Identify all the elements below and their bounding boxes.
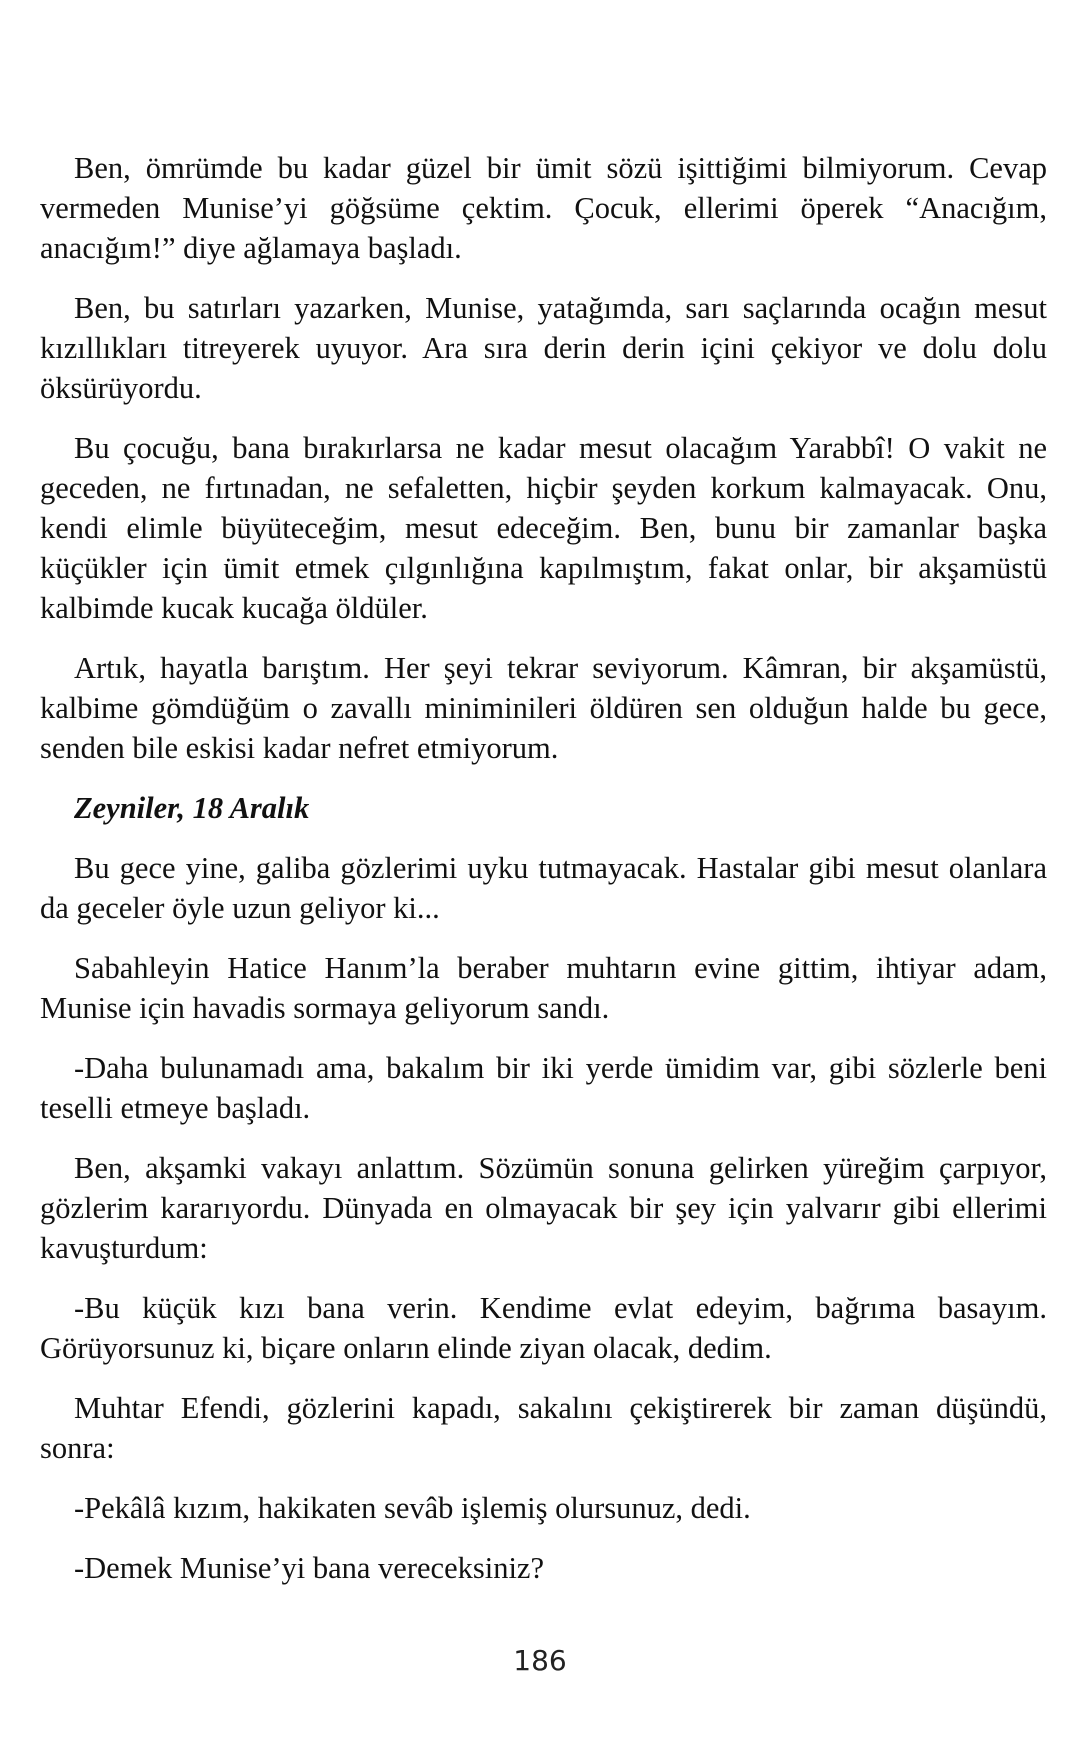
section-heading: Zeyniler, 18 Aralık [74, 791, 310, 825]
paragraph-2: Ben, bu satırları yazarken, Munise, yatağımda, sarı saçlarında ocağın mesut kızıllıkları titreyerek uyuyor. Ara sıra derin derin içini çekiyor ve dolu dolu öksürüyordu. [40, 291, 1047, 405]
paragraph-8: Ben, akşamki vakayı anlattım. Sözümün sonuna gelirken yüreğim çarpıyor, gözlerim kararıyordu. Dünyada en olmayacak bir şey için yalvarır gibi ellerimi kavuşturdum: [40, 1151, 1047, 1265]
paragraph-1: Ben, ömrümde bu kadar güzel bir ümit sözü işittiğimi bilmiyorum. Cevap vermeden Munise’yi göğsüme çektim. Çocuk, ellerimi öperek “Anacığım, anacığım!” diye ağlamaya başladı. [40, 151, 1047, 265]
paragraph-7: -Daha bulunamadı ama, bakalım bir iki yerde ümidim var, gibi sözlerle beni teselli etmeye başladı. [40, 1051, 1047, 1125]
paragraph-4: Artık, hayatla barıştım. Her şeyi tekrar seviyorum. Kâmran, bir akşamüstü, kalbime gömdüğüm o zavallı miniminileri öldüren sen olduğun halde bu gece, senden bile eskisi kadar nefret etmiyorum. [40, 651, 1047, 765]
page-number: 186 [513, 1644, 567, 1677]
paragraph-12: -Demek Munise’yi bana vereceksiniz? [74, 1551, 545, 1585]
paragraph-5: Bu gece yine, galiba gözlerimi uyku tutmayacak. Hastalar gibi mesut olanlara da geceler öyle uzun geliyor ki... [40, 851, 1047, 925]
paragraph-10: Muhtar Efendi, gözlerini kapadı, sakalını çekiştirerek bir zaman düşündü, sonra: [40, 1391, 1047, 1465]
page-body [40, 148, 1047, 1588]
paragraph-3: Bu çocuğu, bana bırakırlarsa ne kadar mesut olacağım Yarabbî! O vakit ne geceden, ne fırtınadan, ne sefaletten, hiçbir şeyden korkum kalmayacak. Onu, kendi elimle büyüteceğim, mesut edeceğim. Ben, bunu bir zamanlar başka küçükler için ümit etmek çılgınlığına kapılmıştım, fakat onlar, bir akşamüstü kalbimde kucak kucağa öldüler. [40, 431, 1047, 625]
paragraph-6: Sabahleyin Hatice Hanım’la beraber muhtarın evine gittim, ihtiyar adam, Munise için havadis sormaya geliyorum sandı. [40, 951, 1047, 1025]
paragraph-9: -Bu küçük kızı bana verin. Kendime evlat edeyim, bağrıma basayım. Görüyorsunuz ki, biçare onların elinde ziyan olacak, dedim. [40, 1291, 1047, 1365]
paragraph-11: -Pekâlâ kızım, hakikaten sevâb işlemiş olursunuz, dedi. [74, 1491, 751, 1525]
